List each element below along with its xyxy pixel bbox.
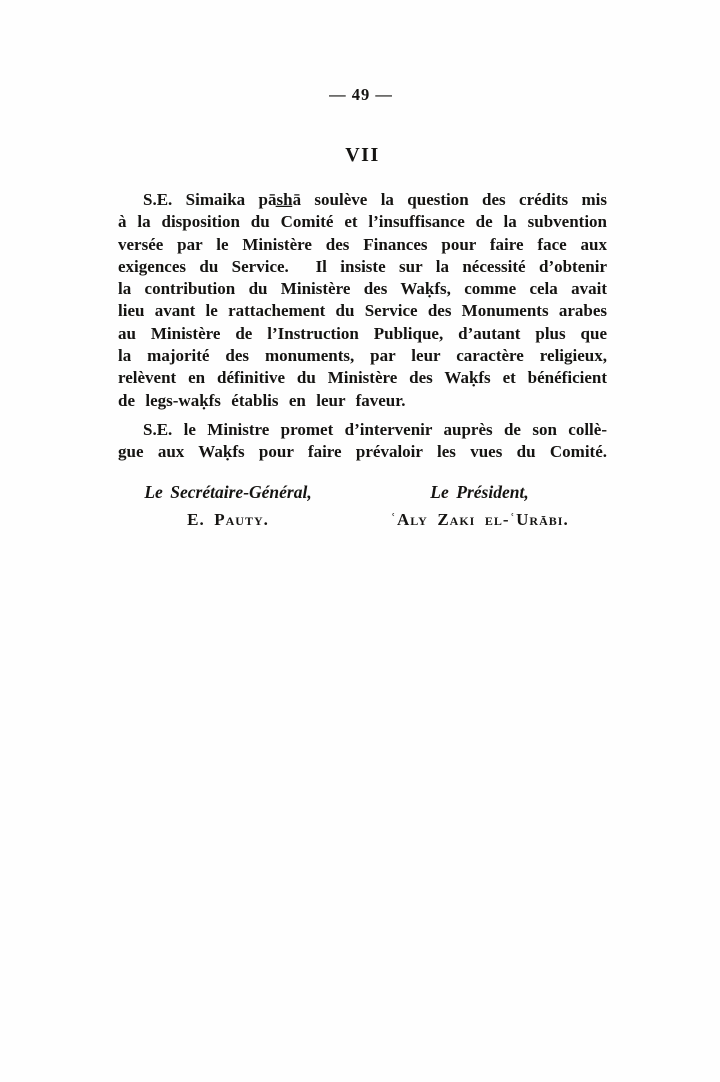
text-line: la contribution du Ministère des Waḳfs, comme cela avait (118, 279, 607, 299)
signature-president-role: Le Président, (430, 481, 529, 502)
page-number: — 49 — (329, 85, 393, 104)
text-line: S.E. le Ministre promet d’intervenir auprès de son collè- (143, 419, 607, 439)
signature-secretary (118, 481, 338, 532)
text-line: lieu avant le rattachement du Service des Monuments arabes (118, 301, 607, 321)
paragraph-2 (118, 419, 607, 464)
text-line: versée par le Ministère des Finances pour faire face aux (118, 234, 607, 254)
text-line: S.E. Simaika pās̲h̲ā soulève la question des crédits mis (143, 190, 607, 209)
signature-president (338, 481, 607, 532)
section-heading: VII (345, 144, 380, 166)
signature-secretary-role: Le Secrétaire-Général, (144, 481, 312, 502)
signature-president-name: ʿAly Zaki el-ʿUrābi. (390, 509, 569, 529)
paragraph-1 (118, 189, 607, 412)
signature-secretary-name: E. Pauty. (187, 509, 269, 529)
text-line: à la disposition du Comité et l’insuffisance de la subvention (118, 212, 607, 232)
text-line: relèvent en définitive du Ministère des Waḳfs et bénéficient (118, 368, 607, 388)
text-line: gue aux Waḳfs pour faire prévaloir les vues du Comité. (118, 442, 607, 462)
text-line: exigences du Service. Il insiste sur la nécessité d’obtenir (118, 256, 607, 276)
signature-block (118, 481, 607, 532)
text-line: la majorité des monuments, par leur caractère religieux, (118, 346, 607, 366)
text-line: de legs-waḳfs établis en leur faveur. (118, 390, 406, 410)
text-line: au Ministère de l’Instruction Publique, d’autant plus que (118, 323, 607, 343)
text-block (118, 189, 607, 531)
